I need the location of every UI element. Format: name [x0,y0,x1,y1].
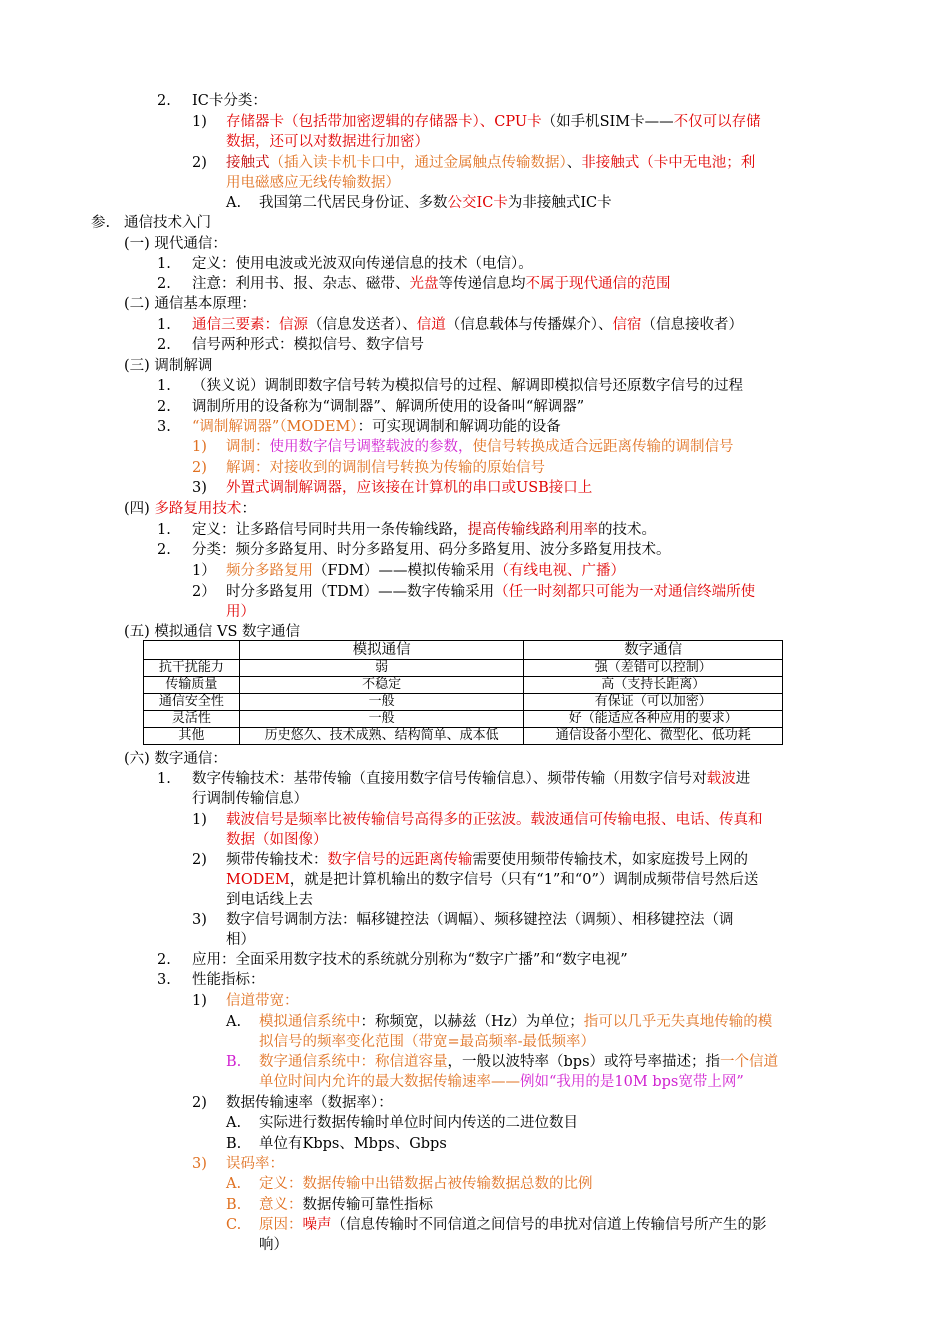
item-number: 2. [157,542,171,558]
demodulation-line: 解调：对接收到的调制信号转换为传输的原始信号 [226,460,545,476]
item-number: 3. [157,419,171,435]
item-letter: B. [226,1054,242,1070]
band-transmission-cont: MODEM，就是把计算机输出的数字信号（只有“1”和“0”）调制成频带信号然后送 [226,872,759,888]
modem-line: “调制解调器”（MODEM）：可实现调制和解调功能的设备 [192,419,561,435]
performance-title: 性能指标： [192,972,265,988]
ic-item-2-cont: 用电磁感应无线传输数据） [226,175,400,191]
item-letter: B. [226,1197,242,1213]
mux-categories: 分类：频分多路复用、时分多路复用、码分多路复用、波分多路复用技术。 [192,542,671,558]
data-rate-units: 单位有Kbps、Mbps、Gbps [259,1136,447,1152]
table-cell: 传输质量 [144,677,240,694]
item-letter: A. [226,1014,242,1030]
item-number: 3. [157,972,171,988]
digital-transmission: 数字传输技术：基带传输（直接用数字信号传输信息）、频带传输（用数字信号对载波进 [192,771,751,787]
table-cell: 历史悠久、技术成熟、结构简单、成本低 [239,728,524,745]
item-number: 1) [192,439,207,455]
item-number: 2. [157,952,171,968]
modulation-line: 调制：使用数字信号调整载波的参数，使信号转换成适合远距离传输的调制信号 [226,439,734,455]
item-letter: A. [226,1115,242,1131]
subsection-multiplexing: (四) 多路复用技术： [124,501,256,517]
item-number: 1. [157,771,171,787]
item-number: 1) [192,812,207,828]
item-number: 2) [192,852,207,868]
table-header [144,641,240,660]
ic-item-2: 接触式（插入读卡机卡口中，通过金属触点传输数据）、非接触式（卡中无电池；利 [226,155,756,171]
digital-capacity-cont: 单位时间内允许的最大数据传输速率——例如“我用的是10M bps宽带上网” [259,1074,744,1090]
table-cell: 通信设备小型化、微型化、低功耗 [524,728,783,745]
mod-devices: 调制所用的设备称为“调制器”、解调所使用的设备叫“解调器” [192,399,585,415]
table-cell: 高（支持长距离） [524,677,783,694]
subsection-compare: (五) 模拟通信 VS 数字通信 [124,624,301,640]
table-cell: 抗干扰能力 [144,660,240,677]
table-header: 数字通信 [524,641,783,660]
item-letter: A. [226,195,242,211]
item-number: 2) [192,460,207,476]
item-number: 2. [157,337,171,353]
tdm-line-cont: 用） [226,604,255,620]
analog-bandwidth: 模拟通信系统中：称频宽，以赫兹（Hz）为单位；指可以几乎无失真地传输的模 [259,1014,773,1030]
tdm-line: 时分多路复用（TDM）——数字传输采用（任一时刻都只可能为一对通信终端所使 [226,584,756,600]
item-letter: C. [226,1217,242,1233]
data-rate-title: 数据传输速率（数据率）： [226,1095,393,1111]
subsection-basic: (二) 通信基本原理： [124,296,256,312]
item-number: 2) [192,155,207,171]
ic-item-1: 存储器卡（包括带加密逻辑的存储器卡）、CPU卡（如手机SIM卡——不仅可以存储 [226,114,761,130]
error-rate-title: 误码率： [226,1156,284,1172]
modern-note: 注意：利用书、报、杂志、磁带、光盘等传递信息均不属于现代通信的范围 [192,276,671,292]
error-rate-cause-cont: 响） [259,1237,288,1253]
item-number: 1) [192,993,207,1009]
ic-note: 我国第二代居民身份证、多数公交IC卡为非接触式IC卡 [259,195,612,211]
error-rate-meaning: 意义：数据传输可靠性指标 [259,1197,433,1213]
subsection-modulation: (三) 调制解调 [124,358,213,374]
table-row [144,677,783,694]
analog-bandwidth-cont: 拟信号的频率变化范围（带宽=最高频率-最低频率） [259,1034,596,1050]
table-cell: 强（差错可以控制） [524,660,783,677]
digital-capacity: 数字通信系统中：称信道容量，一般以波特率（bps）或符号率描述；指一个信道 [259,1054,779,1070]
digital-transmission-cont: 行调制传输信息） [192,791,308,807]
bandwidth-title: 信道带宽： [226,993,299,1009]
modern-definition: 定义：使用电波或光波双向传递信息的技术（电信）。 [192,256,533,272]
item-number: 2. [157,276,171,292]
modulation-methods: 数字信号调制方法：幅移键控法（调幅）、频移键控法（调频）、相移键控法（调 [226,912,734,928]
table-row [144,711,783,728]
item-number: 2. [157,93,171,109]
mod-definition: （狭义说）调制即数字信号转为模拟信号的过程、解调即模拟信号还原数字信号的过程 [192,378,743,394]
table-row [144,660,783,677]
modulation-methods-cont: 相） [226,932,255,948]
item-number: 3) [192,1156,207,1172]
subsection-digital: (六) 数字通信： [124,751,227,767]
item-number: 2) [192,1095,207,1111]
item-number: 1) [192,114,207,130]
table-row [144,694,783,711]
three-elements: 通信三要素：信源（信息发送者）、信道（信息载体与传播媒介）、信宿（信息接收者） [192,317,743,333]
item-number: 3) [192,912,207,928]
band-transmission: 频带传输技术：数字信号的远距离传输需要使用频带传输技术，如家庭拨号上网的 [226,852,748,868]
table-cell: 弱 [239,660,524,677]
subsection-modern: (一) 现代通信： [124,236,227,252]
data-rate-def: 实际进行数据传输时单位时间内传送的二进位数目 [259,1115,578,1131]
table-cell: 好（能适应各种应用的要求） [524,711,783,728]
carrier-line: 载波信号是频率比被传输信号高得多的正弦波。载波通信可传输电报、电话、传真和 [226,812,763,828]
item-number: 1. [157,256,171,272]
item-number: 1. [157,317,171,333]
fdm-line: 频分多路复用（FDM）——模拟传输采用（有线电视、广播） [226,563,626,579]
ic-item-1-cont: 数据，还可以对数据进行加密） [226,134,429,150]
band-transmission-cont: 到电话线上去 [226,892,313,908]
table-cell: 有保证（可以加密） [524,694,783,711]
item-letter: B. [226,1136,242,1152]
section-title: 通信技术入门 [124,215,211,231]
item-number: 2. [157,399,171,415]
carrier-line-cont: 数据（如图像） [226,832,328,848]
table-cell: 不稳定 [239,677,524,694]
signal-forms: 信号两种形式：模拟信号、数字信号 [192,337,424,353]
table-cell: 其他 [144,728,240,745]
item-number: 1. [157,378,171,394]
item-number: 1） [192,563,216,579]
item-number: 3) [192,480,207,496]
table-row [144,728,783,745]
comparison-table [143,640,783,745]
item-number: 2） [192,584,216,600]
mux-definition: 定义：让多路信号同时共用一条传输线路，提高传输线路利用率的技术。 [192,522,656,538]
external-modem-line: 外置式调制解调器，应该接在计算机的串口或USB接口上 [226,480,593,496]
item-number: 1. [157,522,171,538]
table-header: 模拟通信 [239,641,524,660]
table-cell: 灵活性 [144,711,240,728]
digital-application: 应用：全面采用数字技术的系统就分别称为“数字广播”和“数字电视” [192,952,628,968]
table-cell: 一般 [239,694,524,711]
table-cell: 一般 [239,711,524,728]
table-cell: 通信安全性 [144,694,240,711]
item-letter: A. [226,1176,242,1192]
table-header-row [144,641,783,660]
error-rate-cause: 原因：噪声（信息传输时不同信道之间信号的串扰对信道上传输信号所产生的影 [259,1217,767,1233]
section-number: 参. [91,215,111,231]
ic-title: IC卡分类： [192,93,267,109]
error-rate-def: 定义：数据传输中出错数据占被传输数据总数的比例 [259,1176,593,1192]
